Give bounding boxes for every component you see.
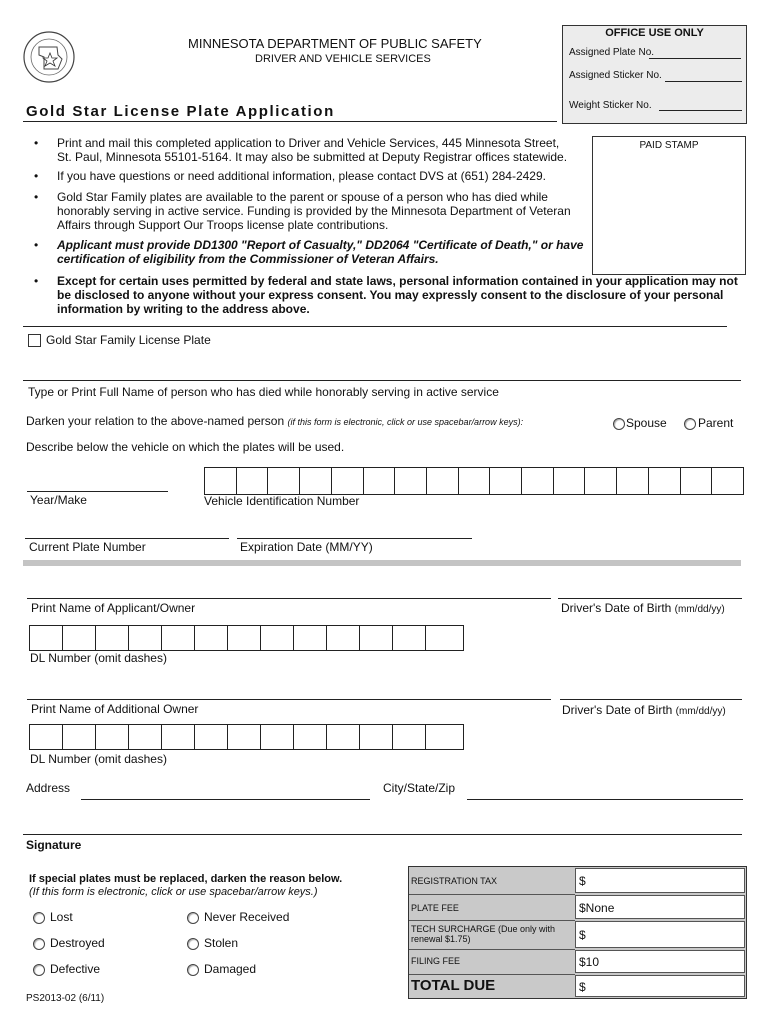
bullet: • xyxy=(34,190,39,204)
tech-surcharge-field[interactable]: $ xyxy=(575,921,745,948)
signature-label: Signature xyxy=(26,838,82,852)
dps-seal-logo xyxy=(22,27,76,87)
tech-surcharge-label: TECH SURCHARGE (Due only with renewal $1.75) xyxy=(411,924,556,944)
expiration-line[interactable] xyxy=(237,538,472,539)
year-make-line[interactable] xyxy=(27,491,168,492)
office-use-title: OFFICE USE ONLY xyxy=(605,27,704,39)
applicant-name-label: Print Name of Applicant/Owner xyxy=(31,601,196,615)
registration-tax-label: REGISTRATION TAX xyxy=(411,876,498,886)
gold-star-plate-checkbox[interactable] xyxy=(28,334,41,347)
applicant-dl-label: DL Number (omit dashes) xyxy=(30,651,167,665)
instruction-privacy: Except for certain uses permitted by federal and state laws, personal information contained in your application may not be disclosed to anyone without your express consent. You may expressly consent to the disclosure of your personal information by writing to the address above. xyxy=(57,274,738,316)
bullet: • xyxy=(34,136,39,150)
instruction-documents: Applicant must provide DD1300 "Report of Casualty," DD2064 "Certificate of Death," or have certification of eligibility from the Commissioner of Veteran Affairs. xyxy=(57,238,584,266)
instruction-mail: Print and mail this completed application to Driver and Vehicle Services, 445 Minnesota Street, St. Paul, Minnesota 55101-5164. It may also be submitted at Deputy Registrar offices statewide. xyxy=(57,136,568,164)
lost-radio[interactable] xyxy=(33,912,45,924)
parent-label: Parent xyxy=(698,416,734,430)
defective-radio[interactable] xyxy=(33,964,45,976)
form-title: Gold Star License Plate Application xyxy=(26,103,335,120)
vehicle-describe-label: Describe below the vehicle on which the plates will be used. xyxy=(26,440,345,454)
paid-stamp-label: PAID STAMP xyxy=(639,140,699,151)
assigned-sticker-line[interactable] xyxy=(665,81,742,82)
expiration-label: Expiration Date (MM/YY) xyxy=(240,540,373,554)
replace-note: (If this form is electronic, click or use spacebar/arrow keys.) xyxy=(29,886,318,898)
damaged-label: Damaged xyxy=(204,962,257,976)
filing-fee-label: FILING FEE xyxy=(411,956,461,966)
deceased-name-line[interactable] xyxy=(23,380,741,381)
spouse-radio[interactable] xyxy=(613,418,625,430)
section-divider-bar xyxy=(23,560,741,566)
city-state-zip-label: City/State/Zip xyxy=(383,781,456,795)
department-name: MINNESOTA DEPARTMENT OF PUBLIC SAFETY xyxy=(188,36,482,51)
relation-note: (if this form is electronic, click or use spacebar/arrow keys): xyxy=(287,417,524,427)
applicant-dob-wrap xyxy=(561,601,725,615)
defective-label: Defective xyxy=(50,962,101,976)
city-state-zip-line[interactable] xyxy=(467,799,743,800)
never-received-radio[interactable] xyxy=(187,912,199,924)
form-number: PS2013-02 (6/11) xyxy=(26,993,105,1004)
destroyed-label: Destroyed xyxy=(50,936,105,950)
fee-row-divider xyxy=(409,949,575,950)
registration-tax-field[interactable]: $ xyxy=(575,868,745,893)
stolen-radio[interactable] xyxy=(187,938,199,950)
title-underline xyxy=(23,121,557,122)
applicant-dl-grid[interactable] xyxy=(29,625,464,651)
filing-fee-field[interactable]: $10 xyxy=(575,950,745,973)
assigned-plate-label: Assigned Plate No. xyxy=(569,47,655,58)
destroyed-radio[interactable] xyxy=(33,938,45,950)
additional-dob-line[interactable] xyxy=(560,699,742,700)
additional-dob-format: (mm/dd/yy) xyxy=(675,706,726,717)
bullet: • xyxy=(34,169,39,183)
fee-row-divider xyxy=(409,894,575,895)
assigned-plate-line[interactable] xyxy=(649,58,741,59)
deceased-name-label: Type or Print Full Name of person who has died while honorably serving in active service xyxy=(28,385,499,399)
instruction-contact: If you have questions or need additional information, please contact DVS at (651) 284-2429. xyxy=(57,169,546,183)
never-received-label: Never Received xyxy=(204,910,290,924)
bullet: • xyxy=(34,274,39,288)
applicant-name-line[interactable] xyxy=(27,598,551,599)
divider xyxy=(23,326,727,327)
current-plate-line[interactable] xyxy=(25,538,229,539)
spouse-label: Spouse xyxy=(626,416,667,430)
plate-fee-label: PLATE FEE xyxy=(411,903,459,913)
applicant-dob-line[interactable] xyxy=(558,598,742,599)
additional-dl-label: DL Number (omit dashes) xyxy=(30,752,167,766)
damaged-radio[interactable] xyxy=(187,964,199,976)
weight-sticker-line[interactable] xyxy=(659,110,742,111)
vin-label: Vehicle Identification Number xyxy=(204,494,360,508)
parent-radio[interactable] xyxy=(684,418,696,430)
stolen-label: Stolen xyxy=(204,936,239,950)
replace-heading: If special plates must be replaced, darken the reason below. xyxy=(29,873,343,885)
fee-row-divider xyxy=(409,920,575,921)
plate-fee-field[interactable]: $None xyxy=(575,895,745,919)
additional-name-label: Print Name of Additional Owner xyxy=(31,702,199,716)
gold-star-plate-label: Gold Star Family License Plate xyxy=(46,333,211,347)
fees-table xyxy=(408,866,747,999)
address-label: Address xyxy=(26,781,71,795)
vin-grid[interactable] xyxy=(204,467,744,495)
lost-label: Lost xyxy=(50,910,73,924)
fee-row-divider xyxy=(409,974,575,975)
bullet: • xyxy=(34,238,39,252)
applicant-dob-label: Driver's Date of Birth xyxy=(561,601,672,615)
applicant-dob-format: (mm/dd/yy) xyxy=(674,604,725,615)
signature-line[interactable] xyxy=(23,834,742,835)
year-make-label: Year/Make xyxy=(30,493,87,507)
weight-sticker-label: Weight Sticker No. xyxy=(569,100,652,111)
total-due-label: TOTAL DUE xyxy=(411,977,496,994)
relation-label: Darken your relation to the above-named person xyxy=(26,414,285,428)
additional-dl-grid[interactable] xyxy=(29,724,464,750)
office-use-box xyxy=(562,25,747,124)
current-plate-label: Current Plate Number xyxy=(29,540,146,554)
assigned-sticker-label: Assigned Sticker No. xyxy=(569,70,662,81)
address-line[interactable] xyxy=(81,799,370,800)
additional-dob-wrap xyxy=(562,703,726,717)
instruction-eligibility: Gold Star Family plates are available to the parent or spouse of a person who has died while honorably serving in active service. Funding is provided by the Minnesota Department of Veteran Affairs through Support Our Troops license plate contributions. xyxy=(57,190,571,232)
additional-name-line[interactable] xyxy=(27,699,551,700)
additional-dob-label: Driver's Date of Birth xyxy=(562,703,673,717)
total-due-field[interactable]: $ xyxy=(575,975,745,997)
relation-label-wrap xyxy=(26,414,523,428)
division-name: DRIVER AND VEHICLE SERVICES xyxy=(255,53,431,65)
paid-stamp-box xyxy=(592,136,746,275)
